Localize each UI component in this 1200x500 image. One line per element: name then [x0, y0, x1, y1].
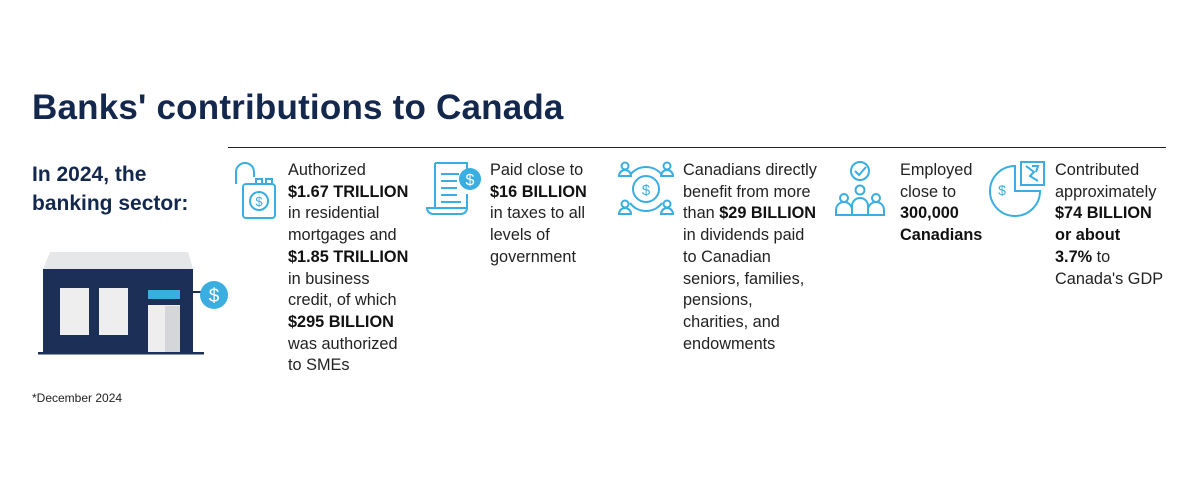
- text-line: [683, 312, 833, 334]
- subtitle-line: banking sector:: [32, 192, 189, 215]
- stat-text: [490, 160, 620, 269]
- text-run: charities, and: [683, 312, 780, 331]
- text-run: Authorized: [288, 161, 366, 179]
- text-line: [288, 355, 423, 377]
- text-run: pensions,: [683, 291, 753, 310]
- text-line: [683, 182, 833, 204]
- text-run-bold: 3.7%: [1055, 247, 1093, 266]
- text-run: Paid close to: [490, 161, 584, 179]
- text-line: [683, 290, 833, 312]
- text-run: Canadians directly: [683, 161, 817, 179]
- text-line: [490, 182, 620, 204]
- employees-icon: [833, 160, 887, 218]
- svg-text:$: $: [255, 194, 263, 209]
- text-line: [288, 160, 423, 182]
- svg-text:$: $: [208, 286, 220, 307]
- text-line: [900, 160, 1000, 182]
- text-line: [288, 269, 423, 291]
- text-run-bold: $16 BILLION: [490, 182, 587, 201]
- text-run: Employed: [900, 161, 973, 179]
- text-run: than: [683, 204, 720, 223]
- text-line: [490, 160, 620, 182]
- text-line: [288, 312, 423, 334]
- text-run-bold: $29 BILLION: [719, 204, 817, 223]
- text-line: [683, 334, 833, 356]
- stat-text: [683, 160, 833, 355]
- svg-text:$: $: [641, 182, 651, 199]
- text-line: [490, 247, 620, 269]
- page-title: Banks' contributions to Canada: [32, 88, 564, 127]
- text-run: in taxes to all: [490, 204, 586, 223]
- subtitle-line: In 2024, the: [32, 163, 147, 186]
- text-run: endowments: [683, 334, 776, 353]
- text-line: [1055, 203, 1195, 225]
- text-run-bold: $74 BILLION: [1055, 204, 1152, 223]
- text-line: [490, 203, 620, 225]
- text-run: Contributed: [1055, 161, 1140, 179]
- text-run: government: [490, 247, 576, 266]
- text-line: [1055, 247, 1195, 269]
- text-line: [490, 225, 620, 247]
- gdp-pie-icon: [988, 160, 1048, 218]
- text-run: benefit from more: [683, 182, 811, 201]
- text-run-bold: Canadians: [900, 226, 983, 245]
- text-run: seniors, families,: [683, 269, 805, 288]
- text-run: levels of: [490, 226, 550, 245]
- text-line: [900, 203, 1000, 225]
- dividends-people-icon: [617, 160, 675, 218]
- text-run: approximately: [1055, 182, 1157, 201]
- text-line: [288, 182, 423, 204]
- text-line: [288, 290, 423, 312]
- text-run: in business: [288, 269, 370, 288]
- text-run-bold: $295 BILLION: [288, 312, 394, 331]
- text-line: [288, 334, 423, 356]
- stat-text: [1055, 160, 1195, 290]
- text-line: [1055, 160, 1195, 182]
- text-run: in dividends paid: [683, 226, 805, 245]
- text-line: [683, 160, 833, 182]
- stat-text: [288, 160, 423, 377]
- text-run: mortgages and: [288, 226, 397, 245]
- text-run: to Canadian: [683, 247, 771, 266]
- subtitle: [32, 160, 188, 218]
- text-run-bold: or about: [1055, 226, 1121, 245]
- text-line: [683, 203, 833, 225]
- text-run-bold: $1.85 TRILLION: [288, 247, 409, 266]
- text-run: to: [1092, 247, 1111, 266]
- divider: [228, 147, 1166, 148]
- text-line: [1055, 182, 1195, 204]
- text-line: [683, 225, 833, 247]
- text-line: [288, 225, 423, 247]
- text-line: [1055, 269, 1195, 291]
- text-run: close to: [900, 182, 957, 201]
- text-run: to SMEs: [288, 356, 350, 375]
- text-line: [683, 269, 833, 291]
- text-run: credit, of which: [288, 291, 397, 310]
- text-run: Canada's GDP: [1055, 269, 1164, 288]
- text-line: [1055, 225, 1195, 247]
- text-line: [900, 182, 1000, 204]
- svg-text:$: $: [465, 172, 475, 189]
- text-run: was authorized: [288, 334, 398, 353]
- text-line: [288, 247, 423, 269]
- stat-text: [900, 160, 1000, 247]
- footnote: *December 2024: [32, 391, 123, 405]
- svg-text:$: $: [998, 182, 1006, 198]
- tax-document-icon: [425, 160, 483, 218]
- lock-coin-icon: [231, 160, 279, 222]
- text-run-bold: $1.67 TRILLION: [288, 182, 409, 201]
- bank-building-icon: [38, 250, 233, 360]
- text-line: [288, 203, 423, 225]
- text-line: [683, 247, 833, 269]
- text-run-bold: 300,000: [900, 204, 959, 223]
- text-run: in residential: [288, 204, 380, 223]
- text-line: [900, 225, 1000, 247]
